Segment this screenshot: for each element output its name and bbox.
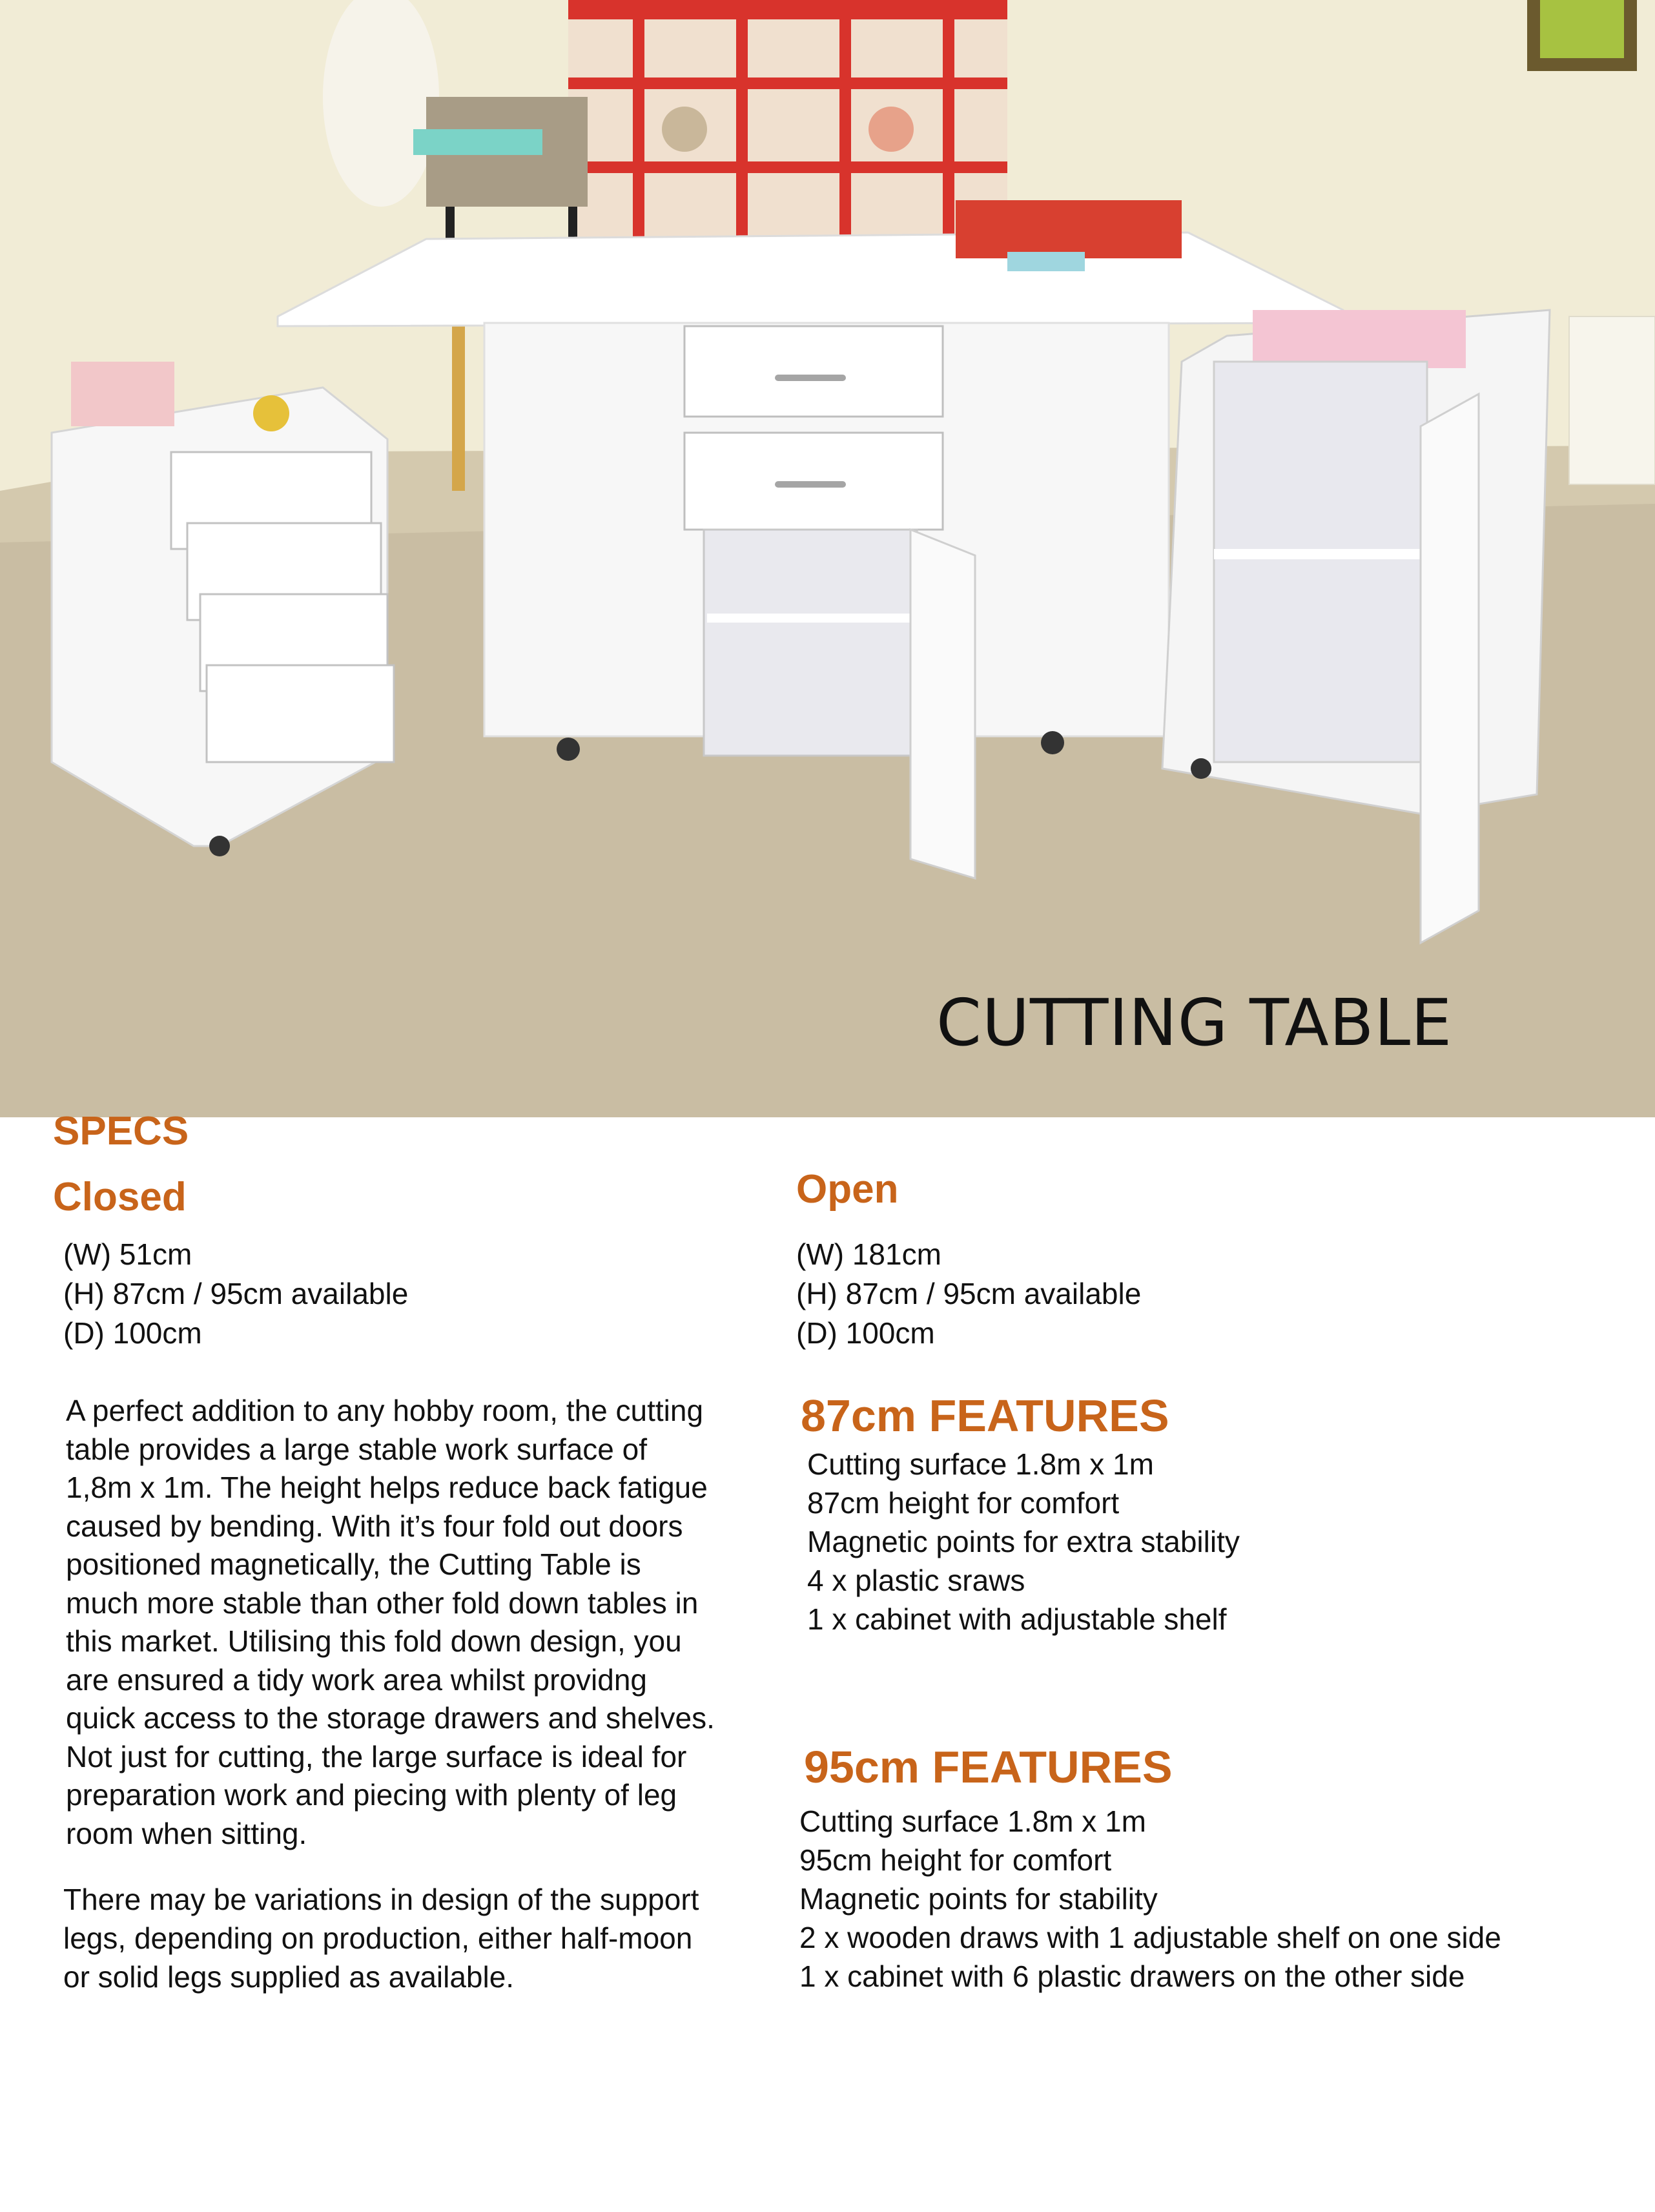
feature-item: 1 x cabinet with adjustable shelf xyxy=(807,1602,1227,1636)
description-line: room when sitting. xyxy=(66,1816,307,1850)
feature-item: 2 x wooden draws with 1 adjustable shelf on one side xyxy=(799,1921,1501,1954)
open-spec-line: (W) 181cm xyxy=(796,1237,941,1271)
closed-spec-line: (W) 51cm xyxy=(63,1237,192,1271)
note-line: There may be variations in design of the support xyxy=(63,1883,699,1916)
features-95-list xyxy=(799,1802,1501,1996)
feature-item: 1 x cabinet with 6 plastic drawers on the other side xyxy=(799,1959,1465,1993)
feature-item: 87cm height for comfort xyxy=(807,1486,1120,1520)
description-line: much more stable than other fold down tables in xyxy=(66,1586,699,1620)
feature-item: 95cm height for comfort xyxy=(799,1843,1112,1877)
description-line: positioned magnetically, the Cutting Table is xyxy=(66,1547,641,1581)
variation-note xyxy=(63,1880,699,1996)
description-line: quick access to the storage drawers and shelves. xyxy=(66,1701,715,1735)
description-line: Not just for cutting, the large surface is ideal for xyxy=(66,1739,687,1773)
description-line: preparation work and piecing with plenty of leg xyxy=(66,1778,677,1812)
specs-heading: SPECS xyxy=(53,1109,189,1153)
note-line: or solid legs supplied as available. xyxy=(63,1960,515,1994)
open-spec-line: (H) 87cm / 95cm available xyxy=(796,1277,1142,1310)
features-87-list xyxy=(807,1445,1240,1638)
closed-heading: Closed xyxy=(53,1175,187,1219)
note-line: legs, depending on production, either half-moon xyxy=(63,1921,693,1955)
features-87-heading: 87cm FEATURES xyxy=(801,1390,1169,1441)
closed-spec-line: (H) 87cm / 95cm available xyxy=(63,1277,409,1310)
description-paragraph xyxy=(66,1392,715,1853)
closed-specs-list xyxy=(63,1235,408,1353)
open-specs-list xyxy=(796,1235,1141,1353)
description-line: this market. Utilising this fold down design, you xyxy=(66,1624,682,1658)
description-line: A perfect addition to any hobby room, the cutting xyxy=(66,1394,704,1427)
feature-item: 4 x plastic sraws xyxy=(807,1564,1025,1597)
feature-item: Magnetic points for stability xyxy=(799,1882,1158,1916)
feature-item: Magnetic points for extra stability xyxy=(807,1525,1240,1558)
open-heading: Open xyxy=(796,1167,899,1212)
description-line: are ensured a tidy work area whilst providng xyxy=(66,1662,648,1697)
description-line: table provides a large stable work surface of xyxy=(66,1432,648,1466)
hero-title: CUTTING TABLE xyxy=(936,985,1453,1060)
feature-item: Cutting surface 1.8m x 1m xyxy=(807,1447,1154,1481)
description-line: 1,8m x 1m. The height helps reduce back fatigue xyxy=(66,1471,708,1504)
feature-item: Cutting surface 1.8m x 1m xyxy=(799,1804,1146,1838)
open-spec-line: (D) 100cm xyxy=(796,1316,935,1350)
description-line: caused by bending. With it’s four fold out doors xyxy=(66,1509,683,1543)
closed-spec-line: (D) 100cm xyxy=(63,1316,202,1350)
features-95-heading: 95cm FEATURES xyxy=(804,1742,1173,1792)
